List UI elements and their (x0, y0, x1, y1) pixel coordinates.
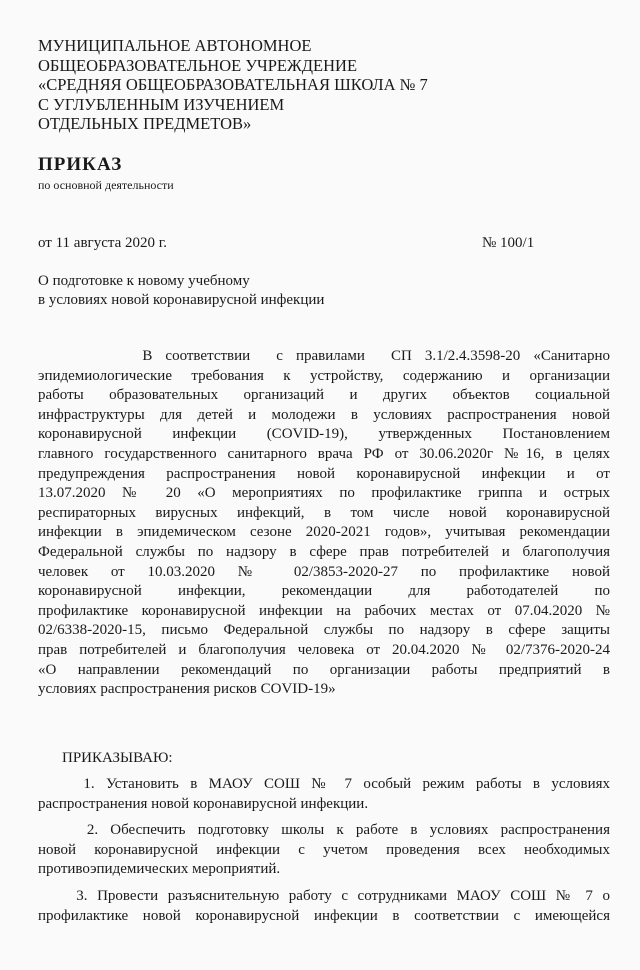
order-item (38, 821, 610, 880)
item-line: 1. Установить в МАОУ СОШ № 7 особый режим работы в условиях (38, 776, 610, 792)
preamble-line: инфраструктуры для детей и молодежи в условиях распространения новой (38, 406, 610, 423)
preamble-line: В соответствии с правилами СП 3.1/2.4.3598-20 «Санитарно (38, 348, 610, 364)
item-line: противоэпидемических мероприятий. (38, 861, 281, 878)
preamble-line: прав потребителей и благополучия человека от 20.04.2020 № 02/7376-2020-24 (38, 641, 610, 658)
organization-name (38, 36, 428, 134)
item-line: новой коронавирусной инфекции с учетом проведения всех необходимых (38, 841, 610, 858)
org-line: МУНИЦИПАЛЬНОЕ АВТОНОМНОЕ (38, 36, 312, 55)
preamble-line: работы образовательных организаций и других объектов социальной (38, 387, 610, 404)
preamble-line: 02/6338-2020-15, письмо Федеральной службы по надзору в сфере защиты (38, 622, 610, 639)
order-directive: ПРИКАЗЫВАЮ: (62, 750, 173, 766)
preamble-line: профилактике коронавирусной инфекции на рабочих местах от 07.04.2020 № (38, 602, 610, 619)
order-items (38, 775, 610, 926)
item-line: 3. Провести разъяснительную работу с сотрудниками МАОУ СОШ № 7 о (38, 887, 610, 904)
preamble-line: человек от 10.03.2020 № 02/3853-2020-27 по профилактике новой (38, 563, 610, 580)
preamble-line: главного государственного санитарного врача РФ от 30.06.2020г №16, в целях (38, 445, 610, 462)
preamble-line: инфекции в эпидемическом сезоне 2020-2021 годов», учитывая рекомендации (38, 524, 610, 541)
order-item (38, 887, 610, 926)
org-line: ОБЩЕОБРАЗОВАТЕЛЬНОЕ УЧРЕЖДЕНИЕ (38, 55, 358, 75)
order-item (38, 775, 610, 814)
order-date: от 11 августа 2020 г. (38, 235, 167, 251)
subject-line: в условиях новой коронавирусной инфекции (38, 292, 325, 308)
order-title: ПРИКАЗ (38, 154, 123, 175)
preamble-line: респираторных вирусных инфекций, в том числе новой коронавирусной (38, 504, 610, 521)
org-line: «СРЕДНЯЯ ОБЩЕОБРАЗОВАТЕЛЬНАЯ ШКОЛА № 7 (38, 75, 428, 94)
preamble-line: коронавирусной инфекции (COVID-19), утвержденных Постановлением (38, 426, 610, 443)
item-line: распространения новой коронавирусной инфекции. (38, 795, 369, 812)
preamble-line: коронавирусной инфекции, рекомендации для работодателей по (38, 583, 610, 600)
preamble-line: 13.07.2020 № 20 «О мероприятиях по профилактике гриппа и острых (38, 485, 610, 502)
preamble-line: предупреждения распространения новой коронавирусной инфекции и от (38, 465, 610, 482)
item-line: профилактике новой коронавирусной инфекции в соответствии с имеющейся (38, 907, 610, 924)
order-subject (38, 272, 324, 310)
org-line: ОТДЕЛЬНЫХ ПРЕДМЕТОВ» (38, 114, 252, 133)
preamble-line: эпидемиологические требования к устройству, содержанию и организации (38, 367, 610, 384)
subject-line: О подготовке к новому учебному (38, 273, 250, 289)
org-line: С УГЛУБЛЕННЫМ ИЗУЧЕНИЕМ (38, 94, 285, 114)
item-line: 2. Обеспечить подготовку школы к работе в условиях распространения (38, 822, 610, 839)
order-subtitle: по основной деятельности (38, 178, 174, 192)
order-preamble (38, 347, 610, 700)
preamble-line: «О направлении рекомендаций по организации работы предприятий в (38, 661, 610, 678)
preamble-line: Федеральной службы по надзору в сфере прав потребителей и благополучия (38, 543, 610, 560)
order-number: № 100/1 (482, 235, 535, 251)
preamble-line: условиях распространения рисков COVID-19» (38, 681, 336, 698)
